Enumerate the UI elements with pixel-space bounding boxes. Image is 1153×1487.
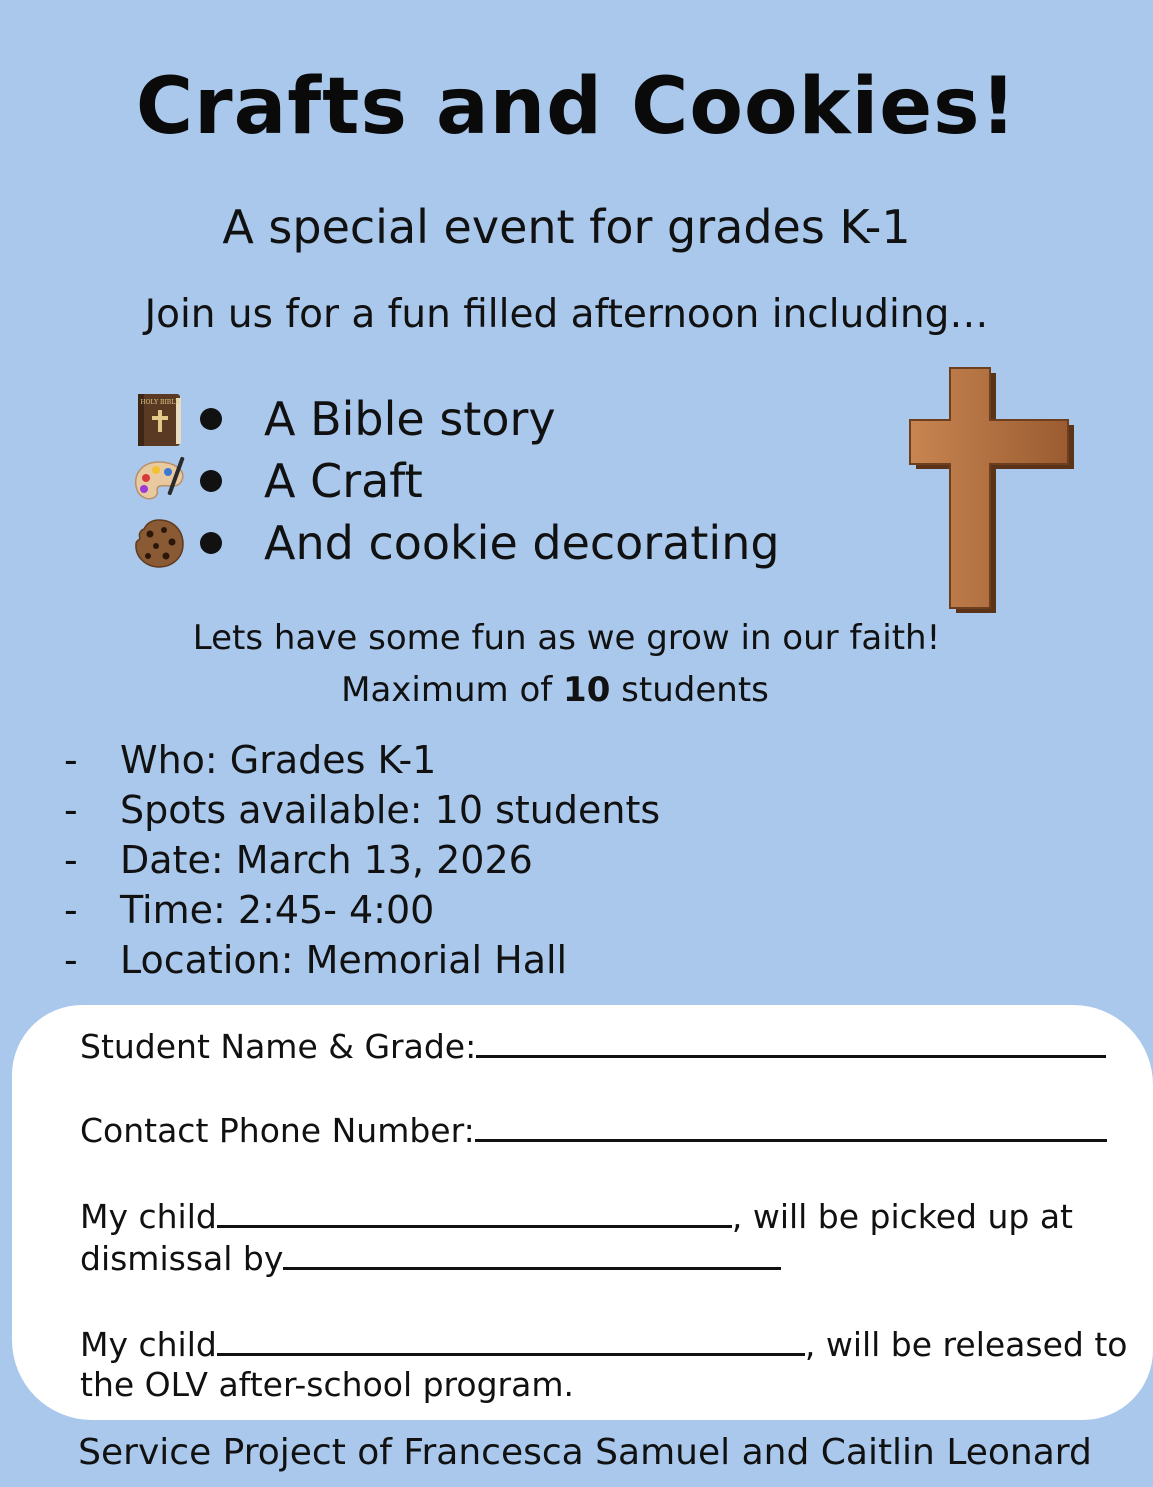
max-students: [0, 670, 1110, 710]
activity-item-cookie: [130, 512, 830, 574]
bullet-dot: [200, 532, 222, 554]
bible-icon: [130, 390, 188, 448]
intro-text: Join us for a fun filled afternoon including…: [144, 292, 989, 337]
release-line2: the OLV after-school program.: [80, 1365, 574, 1404]
event-details: [64, 735, 964, 985]
activity-label: And cookie decorating: [264, 516, 780, 570]
release-row-2: [80, 1365, 574, 1404]
cross-icon: [900, 360, 1080, 615]
bible-cover-text: HOLY BIBLE: [140, 399, 180, 406]
release-row: [80, 1323, 1127, 1364]
release-child-field[interactable]: [217, 1323, 805, 1356]
activity-label: A Bible story: [264, 392, 556, 446]
phone-field[interactable]: [475, 1109, 1107, 1142]
release-suffix: , will be released to: [804, 1325, 1128, 1364]
detail-dash: -: [64, 938, 78, 982]
tagline: Lets have some fun as we grow in our faith!: [192, 618, 941, 658]
activity-item-bible: [130, 388, 830, 450]
pickup-line2: dismissal by: [80, 1239, 284, 1278]
student-name-field[interactable]: [476, 1025, 1106, 1058]
subtitle: A special event for grades K-1: [222, 200, 911, 254]
detail-text: Date: March 13, 2026: [120, 838, 533, 882]
pickup-prefix: My child: [80, 1197, 217, 1236]
release-prefix: My child: [80, 1325, 217, 1364]
palette-icon: [130, 452, 188, 510]
pickup-person-field[interactable]: [283, 1237, 781, 1270]
max-count: 10: [563, 670, 611, 710]
page-title: Crafts and Cookies!: [135, 62, 1018, 152]
detail-dash: -: [64, 888, 78, 932]
pickup-suffix: , will be picked up at: [731, 1197, 1073, 1236]
pickup-row: [80, 1195, 1073, 1236]
phone-label: Contact Phone Number:: [80, 1111, 475, 1150]
activity-item-craft: [130, 450, 830, 512]
detail-date: [64, 835, 964, 885]
detail-dash: -: [64, 838, 78, 882]
activity-list: [130, 388, 830, 574]
detail-time: [64, 885, 964, 935]
detail-dash: -: [64, 788, 78, 832]
detail-text: Time: 2:45- 4:00: [120, 888, 435, 932]
student-name-label: Student Name & Grade:: [80, 1027, 477, 1066]
detail-dash: -: [64, 738, 78, 782]
detail-who: [64, 735, 964, 785]
detail-text: Spots available: 10 students: [120, 788, 661, 832]
detail-text: Location: Memorial Hall: [120, 938, 568, 982]
registration-form: [12, 1005, 1153, 1420]
student-name-row: [80, 1025, 1106, 1066]
pickup-row-2: [80, 1237, 781, 1278]
detail-location: [64, 935, 964, 985]
bullet-dot: [200, 470, 222, 492]
footer-credit: Service Project of Francesca Samuel and Caitlin Leonard: [78, 1432, 1092, 1473]
cookie-icon: [130, 514, 188, 572]
detail-text: Who: Grades K-1: [120, 738, 437, 782]
phone-row: [80, 1109, 1107, 1150]
max-prefix: Maximum of: [341, 670, 564, 710]
max-suffix: students: [610, 670, 769, 710]
activity-label: A Craft: [264, 454, 423, 508]
bullet-dot: [200, 408, 222, 430]
pickup-child-field[interactable]: [217, 1195, 732, 1228]
detail-spots: [64, 785, 964, 835]
